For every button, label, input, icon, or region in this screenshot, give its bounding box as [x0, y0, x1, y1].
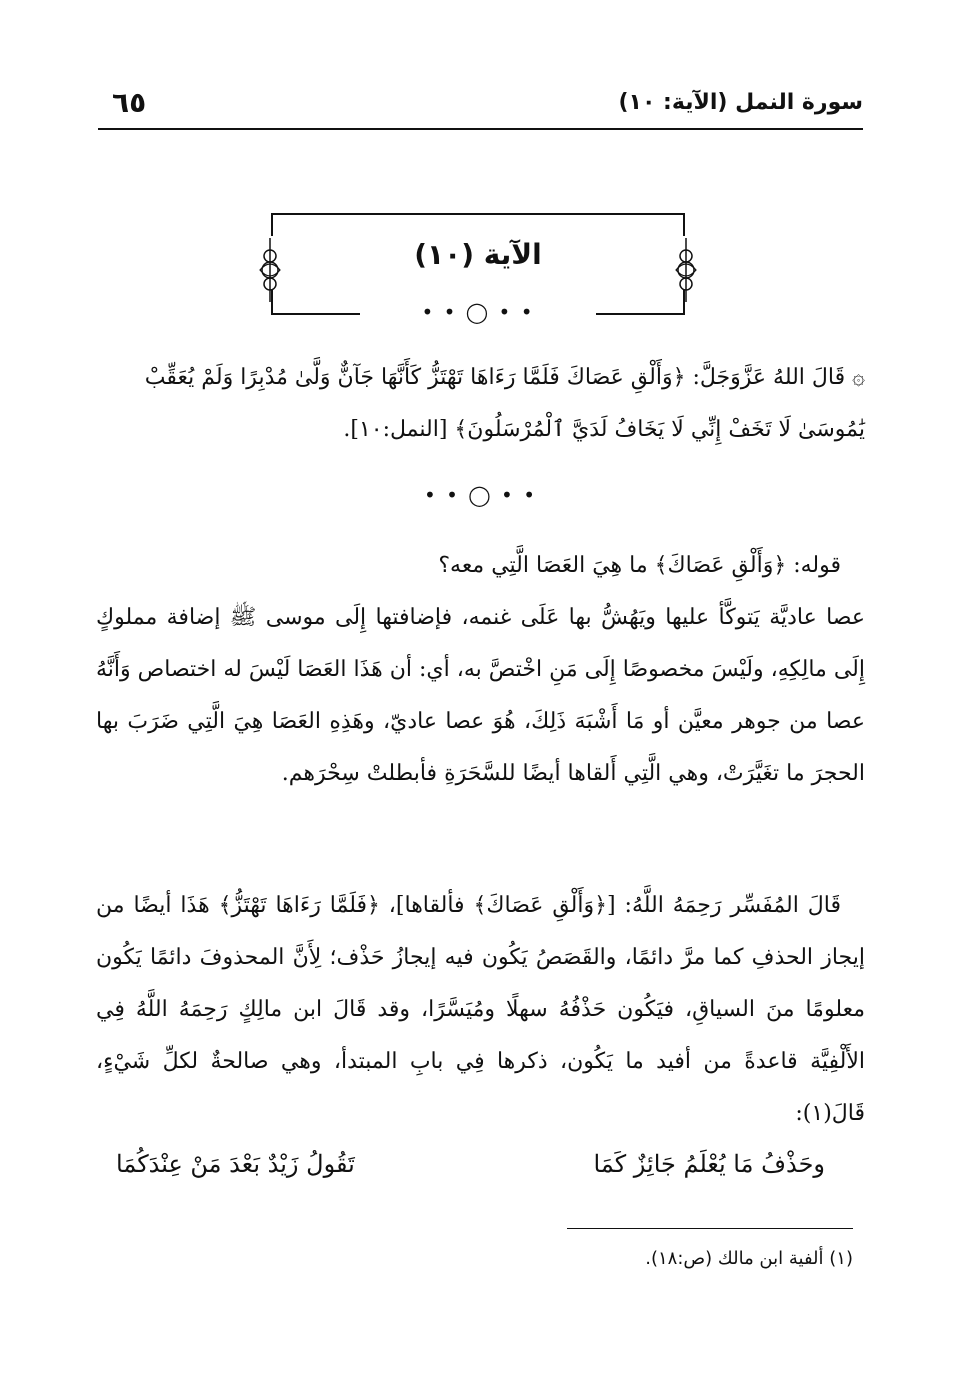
page-number: ٦٥ [112, 86, 147, 119]
quran-line: ۞ قَالَ اللهُ عَزَّوَجَلَّ: ﴿وَأَلْقِ عَصَاكَ فَلَمَّا رَءَاهَا تَهْتَزُّ كَأَنَّهَا جَآنٌّ وَلَّىٰ مُدْبِرًا وَلَمْ يُعَقِّبْ [144, 365, 865, 390]
quran-verse-block [96, 352, 865, 456]
ayah-title-frame [268, 210, 688, 324]
paragraph-text: عصا عاديَّة يَتوكَّأ عليها ويَهُشُّ بها عَلَى غنمه، فإضافتها إِلَى موسى ﷺ إضافة مملوكٍ إِلَى مالِكِهِ، ولَيْسَ مخصوصًا إِلَى مَنِ اخْتصَّ به، أي: أن هَذَا العَصَا لَيْسَ له اختصاص وَأَنَّهُ عصا من جوهر معيَّن أو مَا أَشْبَهَ ذَلِكَ، هُوَ عصا عاديّ، وهَذِهِ العَصَا هِيَ الَّتِي ضَرَبَ بها الحجرَ ما تغَيَّرَتْ، وهي الَّتِي أَلقاها أيضًا للسَّحَرَةِ فأبطلتْ سِحْرَهم. [96, 605, 865, 786]
quran-line: يَٰمُوسَىٰ لَا تَخَفْ إِنِّي لَا يَخَافُ لَدَيَّ ٱلْمُرْسَلُونَ﴾ [النمل:١٠]. [343, 417, 865, 442]
commentary-paragraph [96, 540, 865, 800]
second-hemistich: تَقُولُ زَيْدٌ بَعْدَ مَنْ عِنْدَكُمَا [116, 1150, 355, 1178]
paragraph-text: قَالَ المُفَسِّر رَحِمَهُ اللَّهُ: [﴿وَأَلْقِ عَصَاكَ﴾ فألقاها]، ﴿فَلَمَّا رَءَاهَا تَهْتَزُّ﴾ هَذَا أيضًا من إيجاز الحذفِ كما مرَّ دائمًا، والقَصَصُ يَكُون فيه إيجازُ حَذْف؛ لِأَنَّ المحذوفَ دائمًا يَكُون معلومًا منَ السياقِ، فيَكُون حَذْفُهُ سهلًا ومُيَسَّرًا، وقد قَالَ ابن مالِكٍ رَحِمَهُ اللَّهُ فِي الأَلْفِيَّة قاعدةً من أفيد ما يَكُون، ذكرها فِي بابِ المبتدأ، وهي صالحةٌ لكلِّ شَيْءٍ، قَالَ(١): [96, 893, 865, 1126]
commentary-paragraph [96, 880, 865, 1140]
running-title: سورة النمل (الآية: ١٠) [618, 90, 863, 115]
first-hemistich: وحَذْفُ مَا يُعْلَمُ جَائِزٌ كَمَا [593, 1150, 825, 1178]
footnote: (١) ألفية ابن مالك (ص:١٨). [645, 1248, 853, 1269]
ornamental-divider: • • ◯ • • [421, 300, 535, 324]
question-line: قوله: ﴿وَأَلْقِ عَصَاكَ﴾ ما هِيَ العَصَا الَّتِي معه؟ [438, 553, 841, 578]
running-header [98, 80, 863, 130]
poetry-verse [96, 1140, 865, 1192]
footnote-separator [567, 1228, 853, 1229]
section-divider: • • ◯ • • [424, 483, 537, 507]
ayah-heading: الآية (١٠) [414, 238, 542, 271]
